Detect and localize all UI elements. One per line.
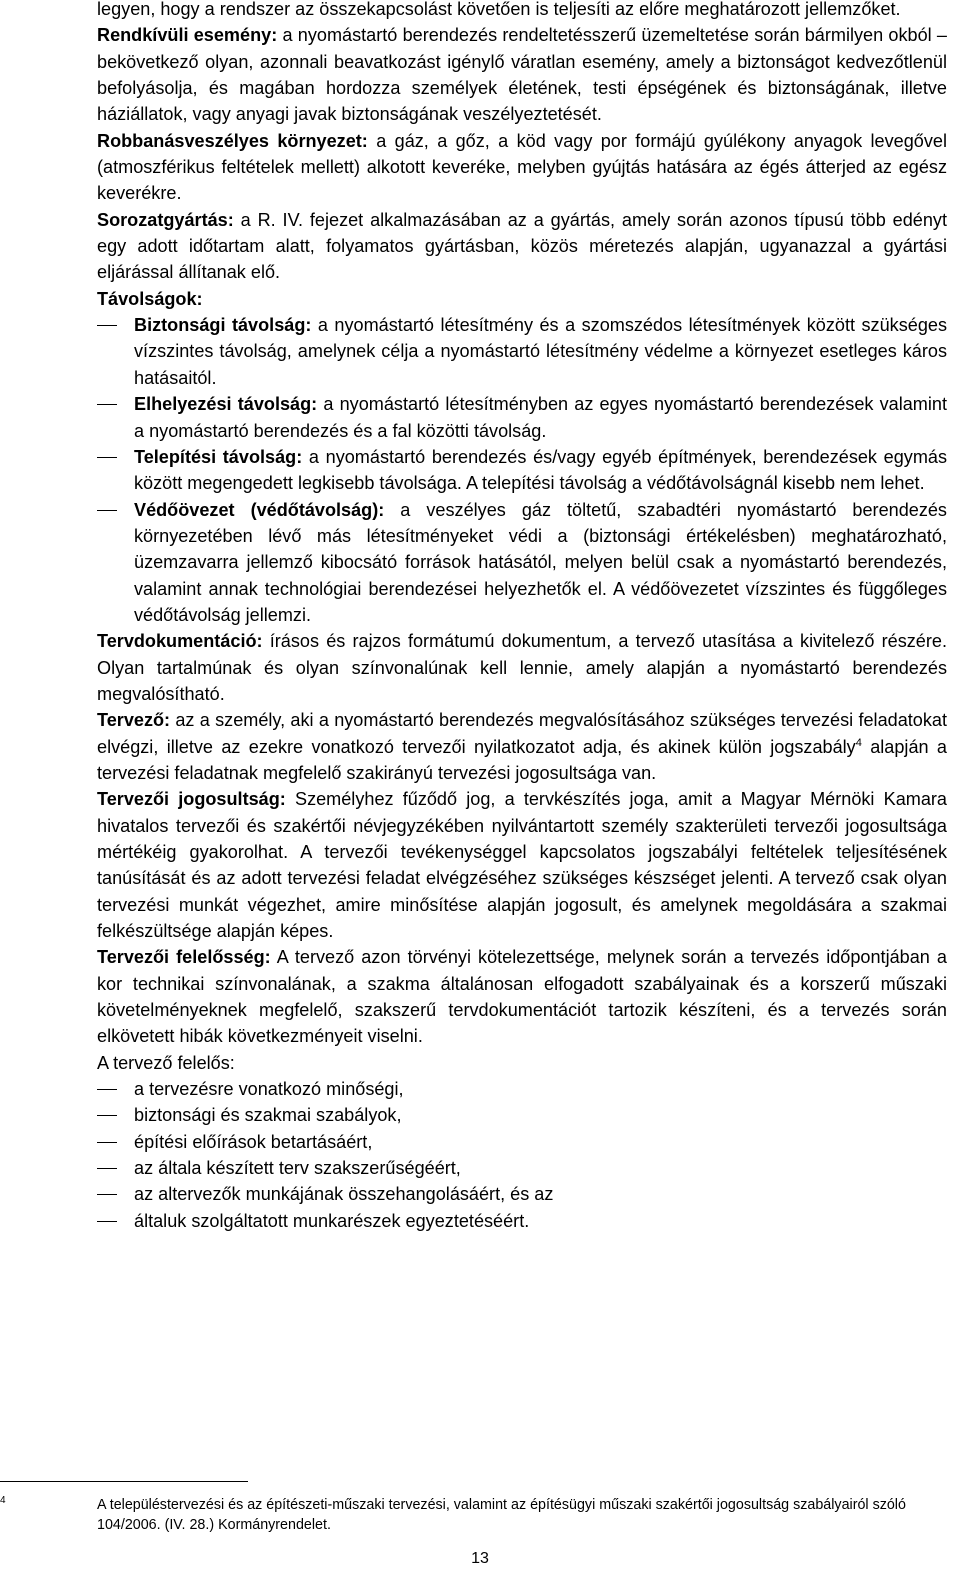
- dash-bullet: [97, 404, 117, 405]
- definition-tervezoi-felelosseg: [97, 944, 947, 1049]
- definition-term: Sorozatgyártás:: [97, 209, 234, 230]
- distance-text: a nyomástartó létesítményben az egyes nyomástartó berendezések valamint a nyomástartó berendezés és a fal közötti távolság.: [134, 394, 947, 441]
- dash-bullet: [97, 510, 117, 511]
- definition-sorozatgyartas: [97, 207, 947, 286]
- page-number: 13: [471, 1550, 489, 1567]
- dash-bullet: [97, 1089, 117, 1090]
- responsible-item-text: építési előírások betartásáért,: [134, 1131, 373, 1152]
- footnote-reference[interactable]: 4: [855, 736, 862, 749]
- dash-bullet: [97, 457, 117, 458]
- distance-item-biztonsagi: [97, 312, 947, 391]
- dash-bullet: [97, 1194, 117, 1195]
- distance-item-vedoovezet: [97, 497, 947, 629]
- distance-item-telepitesi: [97, 444, 947, 497]
- responsible-item: [97, 1076, 947, 1102]
- definition-term: Tervező:: [97, 710, 171, 731]
- definition-text: a nyomástartó berendezés rendeltetésszerű üzemeltetése során bármilyen okból – bekövetkező olyan, azonnali beavatkozást igénylő váratlan esemény, amely a biztonságot kedvezőtlenül befolyásolja, és magában hordozza személyek életének, testi épségének és biztonságának, illetve háziállatok, vagy anyagi javak biztonságának veszélyeztetését.: [97, 25, 947, 125]
- responsible-heading: A tervező felelős:: [97, 1052, 235, 1073]
- distance-term: Biztonsági távolság:: [134, 315, 312, 336]
- definition-tervezoi-jogosultsag: [97, 786, 947, 944]
- definition-text: írásos és rajzos formátumú dokumentum, a tervező utasítása a kivitelező részére. Olyan tartalmúnak és olyan színvonalúnak kell lennie, amely alapján a nyomástartó berendezés megvalósítható.: [97, 631, 947, 704]
- definition-text: az a személy, aki a nyomástartó berendezés megvalósításához szükséges tervezési feladatokat elvégzi, illetve az ezekre vonatkozó tervezői nyilatkozatot adja, és akinek külön jogszabály: [97, 710, 947, 757]
- distance-term: Elhelyezési távolság:: [134, 394, 318, 415]
- definition-text: a gáz, a gőz, a köd vagy por formájú gyúlékony anyagok levegővel (atmoszférikus feltételek mellett) alkotott keveréke, melyben gyújtás hatására az égés átterjed az egész keverékre.: [97, 130, 947, 204]
- responsible-item: [97, 1129, 947, 1155]
- definition-term: Rendkívüli esemény:: [97, 25, 278, 46]
- footnote-separator: [0, 1481, 248, 1482]
- definition-tervdokumentacio: [97, 628, 947, 707]
- distance-term: Telepítési távolság:: [134, 446, 303, 467]
- definition-term: Robbanásveszélyes környezet:: [97, 130, 368, 151]
- definition-term: Tervezői jogosultság:: [97, 789, 286, 810]
- responsible-item-text: az altervezők munkájának összehangolásáért, és az: [134, 1184, 554, 1205]
- dash-bullet: [97, 1115, 117, 1116]
- definition-robbanasveszelyes-kornyezet: [97, 128, 947, 207]
- definition-tervezo: [97, 707, 947, 786]
- distance-text: a nyomástartó létesítmény és a szomszédos létesítmények között szükséges vízszintes távolság, amelynek célja a nyomástartó létesítmény védelme a környezet esetleges káros hatásaitól.: [134, 315, 948, 388]
- distance-text: a nyomástartó berendezés és/vagy egyéb építmények, berendezések egymás között megengedett legkisebb távolsága. A telepítési távolság a védőtávolságnál kisebb nem lehet.: [134, 446, 947, 494]
- definition-text-continued: alapján a tervezési feladatnak megfelelő szakirányú tervezési jogosultsága van.: [97, 736, 947, 783]
- intro-paragraph: legyen, hogy a rendszer az összekapcsolást követően is teljesíti az előre meghatározott jellemzőket.: [97, 0, 901, 19]
- page-body: [97, 0, 947, 1234]
- responsible-item-text: a tervezésre vonatkozó minőségi,: [134, 1079, 404, 1100]
- responsible-item-text: az általa készített terv szakszerűségéért,: [134, 1158, 461, 1179]
- definition-text: a R. IV. fejezet alkalmazásában az a gyártás, amely során azonos típusú több edényt egy adott időtartam alatt, folyamatos gyártásban, közös méretezés alapján, ugyanazzal a gyártási eljárással állítanak elő.: [97, 209, 947, 283]
- definition-term: Tervdokumentáció:: [97, 631, 263, 652]
- footnote-mark: 4: [0, 1495, 6, 1506]
- responsible-item: [97, 1181, 947, 1207]
- distance-item-elhelyezesi: [97, 391, 947, 444]
- dash-bullet: [97, 1142, 117, 1143]
- dash-bullet: [97, 1168, 117, 1169]
- responsible-item: [97, 1102, 947, 1128]
- responsible-item: [97, 1155, 947, 1181]
- distance-term: Védőövezet (védőtávolság):: [134, 499, 385, 520]
- dash-bullet: [97, 325, 117, 326]
- responsible-item-text: általuk szolgáltatott munkarészek egyeztetéséért.: [134, 1210, 530, 1231]
- definition-rendkivuli-esemeny: [97, 22, 947, 127]
- distances-heading: Távolságok:: [97, 288, 203, 309]
- responsible-item: [97, 1208, 947, 1234]
- distance-text: a veszélyes gáz töltetű, szabadtéri nyomástartó berendezés környezetében lévő más létesítményeket védi a (biztonsági értékelésben) meghatározható, üzemzavarra jellemző kibocsátó források hatásától, melyen belül csak a nyomástartó berendezés, valamint annak technológiai berendezései helyezhetők el. A védőövezetet vízszintes és függőleges védőtávolság jellemzi.: [134, 499, 947, 625]
- responsible-item-text: biztonsági és szakmai szabályok,: [134, 1105, 402, 1126]
- definition-text: Személyhez fűződő jog, a tervkészítés joga, amit a Magyar Mérnöki Kamara hivatalos tervezői és szakértői névjegyzékében nyilvántartott személy szakterületi tervezői jogosultsága mértékéig gyakorolhat. A tervezői tevékenységgel kapcsolatos jogszabályi feltételek teljesítésének tanúsítását és az adott tervezési feladat elvégzéséhez szükséges készséget jelenti. A tervező csak olyan tervezési munkát végezhet, amire minősítése alapján jogosult, és amelynek megoldására a szakmai felkészültsége alapján képes.: [97, 789, 947, 942]
- definition-text: A tervező azon törvényi kötelezettsége, melynek során a tervezés időpontjában a kor technikai színvonalának, a szakma általánosan elfogadott szabályainak és a korszerű műszaki követelményeknek megfelelő, szakszerű tervdokumentációt tartozik készíteni, és a tervezés során elkövetett hibák következményeit viselni.: [97, 947, 947, 1047]
- definition-term: Tervezői felelősség:: [97, 947, 271, 968]
- footnote-text: A településtervezési és az építészeti-műszaki tervezési, valamint az építésügyi műszaki szakértői jogosultság szabályairól szóló 104/2006. (IV. 28.) Kormányrendelet.: [97, 1497, 906, 1533]
- dash-bullet: [97, 1221, 117, 1222]
